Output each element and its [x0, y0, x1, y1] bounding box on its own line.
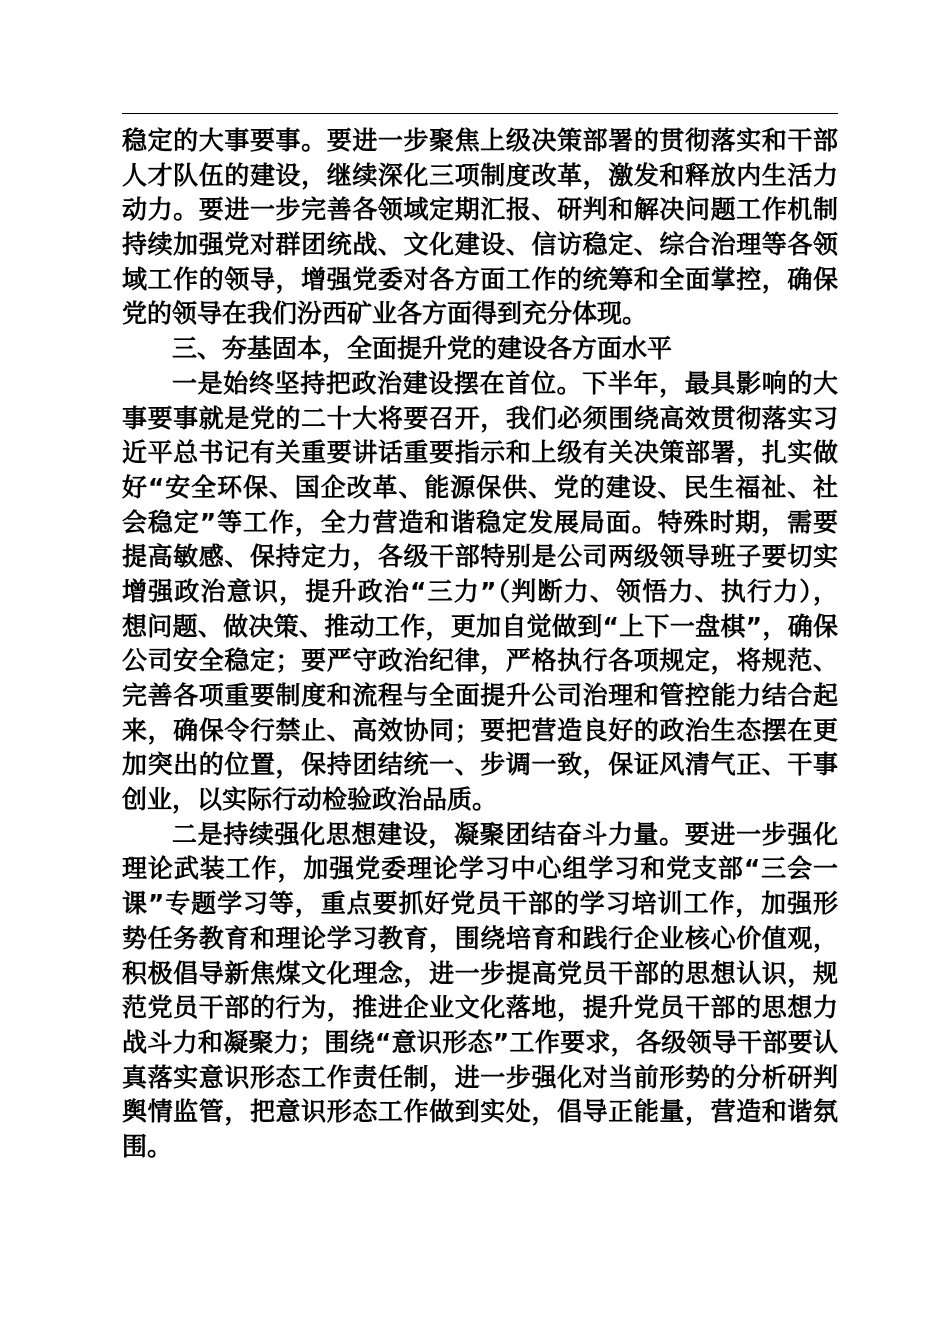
text-line: 域工作的领导，增强党委对各方面工作的统筹和全面掌控，确保: [122, 264, 838, 294]
paragraph: [122, 367, 838, 818]
text-line: 三、夯基固本，全面提升党的建设各方面水平: [172, 334, 673, 364]
text-line: 二是持续强化思想建设，凝聚团结奋斗力量。要进一步强化: [172, 819, 838, 849]
text-line: 好“安全环保、国企改革、能源保供、党的建设、民生福祉、社: [122, 472, 838, 502]
text-line: 持续加强党对群团统战、文化建设、信访稳定、综合治理等各领: [122, 230, 838, 260]
text-line: 想问题、做决策、推动工作，更加自觉做到“上下一盘棋”，确保: [122, 611, 838, 641]
text-line: 范党员干部的行为，推进企业文化落地，提升党员干部的思想力: [122, 993, 838, 1023]
section-heading: [122, 332, 838, 367]
text-line: 人才队伍的建设，继续深化三项制度改革，激发和释放内生活力: [122, 160, 838, 190]
text-line: 党的领导在我们汾西矿业各方面得到充分体现。: [122, 299, 648, 329]
text-line: 理论武装工作，加强党委理论学习中心组学习和党支部“三会一: [122, 854, 838, 884]
body-text: [122, 124, 838, 1165]
text-line: 加突出的位置，保持团结统一、步调一致，保证风清气正、干事: [122, 750, 838, 780]
text-line: 公司安全稳定；要严守政治纪律，严格执行各项规定，将规范、: [122, 646, 838, 676]
text-line: 会稳定”等工作，全力营造和谐稳定发展局面。特殊时期，需要: [122, 507, 838, 537]
text-line: 创业，以实际行动检验政治品质。: [122, 785, 498, 815]
text-line: 围。: [122, 1131, 173, 1161]
paragraph: [122, 818, 838, 1165]
text-line: 增强政治意识，提升政治“三力”（判断力、领悟力、执行力），: [122, 576, 838, 606]
text-line: 稳定的大事要事。要进一步聚焦上级决策部署的贯彻落实和干部: [122, 126, 838, 155]
text-line: 课”专题学习等，重点要抓好党员干部的学习培训工作，加强形: [122, 889, 838, 919]
text-line: 事要事就是党的二十大将要召开，我们必须围绕高效贯彻落实习: [122, 403, 838, 433]
text-line: 战斗力和凝聚力；围绕“意识形态”工作要求，各级领导干部要认: [122, 1027, 838, 1057]
text-line: 提高敏感、保持定力，各级干部特别是公司两级领导班子要切实: [122, 542, 838, 572]
header-rule: [122, 113, 838, 114]
text-line: 近平总书记有关重要讲话重要指示和上级有关决策部署，扎实做: [122, 438, 838, 468]
text-line: 势任务教育和理论学习教育，围绕培育和践行企业核心价值观，: [122, 923, 838, 953]
text-line: 真落实意识形态工作责任制，进一步强化对当前形势的分析研判: [122, 1062, 838, 1092]
text-line: 动力。要进一步完善各领域定期汇报、研判和解决问题工作机制: [122, 195, 838, 225]
text-line: 完善各项重要制度和流程与全面提升公司治理和管控能力结合起: [122, 681, 838, 710]
text-line: 一是始终坚持把政治建设摆在首位。下半年，最具影响的大: [172, 368, 838, 398]
text-line: 积极倡导新焦煤文化理念，进一步提高党员干部的思想认识，规: [122, 958, 838, 988]
text-line: 舆情监管，把意识形态工作做到实处，倡导正能量，营造和谐氛: [122, 1097, 838, 1127]
text-line: 来，确保令行禁止、高效协同；要把营造良好的政治生态摆在更: [122, 715, 838, 745]
paragraph: [122, 124, 838, 332]
